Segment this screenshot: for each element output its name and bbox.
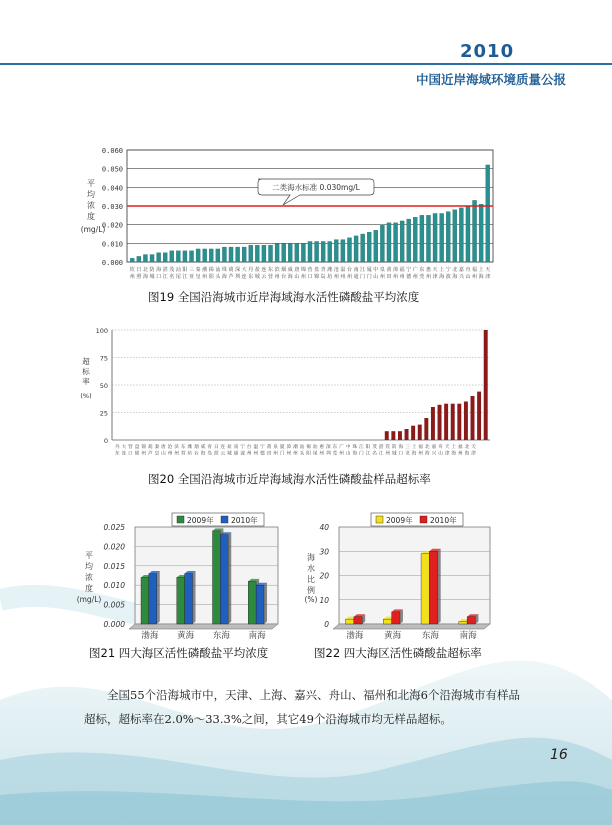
figure20-caption: 图20 全国沿海城市近岸海域海水活性磷酸盐样品超标率	[148, 472, 431, 486]
figure19-x-tick-char: 湛	[162, 267, 168, 273]
figure20-x-tick-char: 州	[319, 451, 325, 457]
figure20-y-tick: 25	[99, 409, 108, 418]
figure19-x-tick-char: 惠	[425, 267, 431, 273]
figure20-ylabel: 超标率	[82, 357, 90, 386]
figure20-x-tick-char: 宁	[240, 445, 245, 450]
figure20-x-tick-char: 照	[213, 451, 219, 457]
figure20-x-tick-char: 锦	[134, 451, 140, 457]
figure20-x-tick-char: 汕	[312, 445, 318, 450]
figure19-y-tick: 0.040	[101, 184, 123, 193]
figure20-x-tick-char: 天	[444, 445, 450, 450]
figure20-x-tick-char: 亚	[405, 451, 410, 457]
figure19-x-tick-char: 德	[406, 274, 412, 280]
figure19-x-tick-char: 州	[202, 274, 208, 280]
figure19-x-tick-char: 尾	[175, 274, 181, 280]
figure20-x-tick-char: 连	[121, 451, 127, 457]
figure19-x-tick-char: 田	[386, 274, 392, 280]
figure19-x-tick-char: 揭	[208, 267, 214, 273]
figure19-x-tick-char: 兴	[458, 274, 464, 280]
figure19-x-tick-char: 海	[452, 274, 458, 280]
figure19-x-tick-char: 山	[373, 274, 379, 280]
figure19-x-tick-char: 漳	[393, 267, 399, 273]
figure21-x-tick: 东海	[212, 631, 230, 641]
figure19-x-tick-char: 潍	[327, 267, 333, 273]
figure19-x-tick-char: 锦	[300, 267, 306, 273]
figure20-x-tick-char: 营	[128, 445, 133, 450]
figure19-x-tick-char: 门	[366, 274, 372, 280]
figure19-x-tick-char: 海	[478, 274, 484, 280]
figure20-x-tick-char: 州	[253, 451, 259, 457]
figure20-x-tick-char: 海	[451, 451, 457, 457]
figure19-x-tick-char: 海	[439, 274, 445, 280]
figure19-x-tick-char: 阳	[182, 267, 188, 273]
figure22-x-tick: 南海	[459, 631, 477, 641]
figure22-floor	[333, 624, 490, 629]
figure22-y-tick: 40	[319, 523, 329, 532]
figure19-x-tick-char: 芦	[228, 274, 234, 280]
figure21-y-tick: 0.020	[103, 542, 125, 552]
figure19-x-tick-char: 海	[287, 274, 293, 280]
figure22-bar-side	[400, 609, 403, 624]
figure20-x-tick-char: 州	[174, 451, 179, 457]
figure20-x-tick-char: 岛	[207, 451, 212, 457]
figure19-x-tick-char: 沧	[333, 267, 339, 273]
figure19-callout-text: 二类海水标准 0.030mg/L	[272, 183, 360, 192]
figure20-x-tick-char: 福	[458, 445, 463, 450]
figure19-x-tick-char: 茂	[169, 267, 175, 273]
figure22-bar	[459, 622, 467, 624]
figure20-x-tick-char: 烟	[194, 445, 199, 450]
figure20-x-tick-char: 漳	[286, 445, 292, 450]
figure22-bar	[354, 617, 362, 624]
figure22-y-tick: 30	[319, 547, 329, 557]
figure19-x-tick-char: 秦	[195, 267, 201, 273]
figure20-x-tick-char: 滨	[174, 445, 179, 450]
report-title: 中国近岸海域环境质量公报	[416, 72, 567, 87]
figure20-x-tick-char: 天	[471, 445, 476, 450]
figure19-x-tick-char: 阳	[208, 274, 214, 280]
figure19-x-tick-char: 锦	[314, 274, 320, 280]
figure19-x-tick-char: 青	[320, 267, 326, 273]
figure20-x-tick-char: 唐	[161, 445, 166, 450]
figure20-x-tick-char: 州	[273, 451, 278, 457]
figure20-x-tick-char: 钦	[385, 445, 391, 450]
figure20-x-tick-char: 州	[339, 451, 344, 457]
figure19-y-tick: 0.030	[101, 203, 123, 211]
figure21-y-tick: 0.025	[103, 523, 125, 532]
figure19-x-tick-char: 山	[294, 274, 300, 280]
figure20-x-tick-char: 德	[260, 451, 265, 457]
figure20-x-tick-char: 惠	[319, 445, 325, 450]
figure20-x-tick-char: 江	[378, 451, 384, 457]
figure21-legend-label: 2010年	[231, 516, 258, 525]
figure22-caption: 图22 四大海区活性磷酸盐超标率	[314, 646, 482, 660]
figure20-x-tick-char: 波	[240, 451, 245, 457]
figure20-x-tick-char: 州	[246, 451, 252, 457]
figure20-x-tick-char: 广	[339, 445, 344, 450]
figure21-ylabel: 平均浓度	[85, 551, 93, 593]
figure19-x-tick-char: 皇	[195, 274, 201, 280]
figure20-x-tick-char: 南	[233, 445, 239, 450]
figure20-x-tick-char: 海	[464, 451, 470, 457]
figure21-ylabel-unit: (mg/L)	[76, 595, 102, 604]
figure20-x-tick-char: 北	[425, 445, 430, 450]
figure19-x-tick-char: 中	[373, 267, 379, 273]
figure19-x-tick-char: 云	[261, 274, 267, 280]
figure20-x-tick-char: 嘉	[431, 445, 437, 450]
body-paragraph: 全国55个沿海城市中，天津、上海、嘉兴、舟山、福州和北海6个沿海城市有样品超标，超标率在2.0%～33.3%之间，其它49个沿海城市均无样品超标。	[84, 688, 520, 726]
figure20-x-tick-char: 湛	[378, 445, 384, 450]
figure20-x-tick-char: 温	[253, 445, 259, 450]
figure19-x-tick-char: 威	[287, 267, 293, 273]
figure20-y-tick: 50	[99, 382, 108, 390]
figure19-x-tick-char: 州	[346, 274, 352, 280]
figure22-bar	[467, 617, 475, 624]
figure19-x-tick-char: 州	[399, 274, 405, 280]
figure20-x-tick-char: 锦	[141, 445, 146, 450]
figure20-x-tick-char: 福	[418, 445, 424, 450]
figure20-x-tick-char: 莞	[332, 451, 338, 457]
figure20-x-tick-char: 芦	[147, 451, 153, 457]
figure20-y-tick: 100	[95, 327, 108, 335]
figure22-x-tick: 渤海	[346, 631, 364, 641]
figure19-x-tick-char: 宁	[406, 267, 412, 273]
figure20-x-tick-char: 山	[438, 451, 443, 457]
figure20-y-tick: 0	[103, 437, 108, 445]
figure20-x-tick-char: 州	[167, 451, 173, 457]
figure19-x-tick-char: 东	[268, 267, 274, 273]
figure20-x-tick-char: 青	[207, 445, 212, 450]
figure19-x-tick-char: 东	[248, 274, 254, 280]
figure19-ylabel: 平均浓度	[87, 179, 95, 221]
figure19-x-tick-char: 汕	[215, 267, 221, 273]
report-year: 2010	[460, 41, 515, 62]
figure19-x-tick-char: 台	[281, 274, 287, 280]
figure20-x-tick-char: 城	[227, 451, 232, 457]
figure20-x-tick-char: 海	[352, 451, 358, 457]
figure19-caption: 图19 全国沿海城市近岸海域海水活性磷酸盐平均浓度	[148, 290, 420, 304]
figure21-y-tick: 0.015	[103, 561, 125, 571]
figure20-x-tick-char: 上	[411, 445, 417, 450]
figure19-x-tick-char: 头	[215, 274, 221, 280]
figure19-x-tick-char: 北	[452, 267, 458, 273]
figure19-x-tick-char: 城	[254, 274, 260, 280]
figure20-x-tick-char: 连	[220, 445, 226, 450]
figure19-x-tick-char: 潮	[202, 267, 208, 273]
figure19-x-tick-char: 州	[300, 274, 306, 280]
figure20-x-tick-char: 海	[398, 445, 404, 450]
figure21-x-tick: 渤海	[141, 631, 159, 641]
figure19-x-tick-char: 北	[142, 267, 148, 273]
figure19-x-tick-char: 名	[169, 274, 175, 280]
figure20-x-tick-char: 揭	[306, 445, 311, 450]
figure19-x-tick-char: 亚	[189, 274, 195, 280]
figure19-x-tick-char: 上	[478, 267, 484, 273]
figure22-legend-label: 2010年	[430, 516, 457, 525]
figure19-x-tick-char: 舟	[465, 267, 471, 273]
figure19-x-tick-char: 门	[360, 274, 366, 280]
figure19-x-tick-char: 口	[307, 274, 313, 280]
figure20-x-tick-char: 丹	[114, 445, 120, 450]
figure20-x-tick-char: 汕	[299, 445, 305, 450]
figure19-x-tick-char: 海	[221, 274, 227, 280]
figure19-x-tick-char: 丹	[248, 267, 254, 273]
figure20-x-tick-char: 莆	[266, 445, 272, 450]
figure20-x-tick-char: 阳	[306, 451, 311, 457]
figure20-x-tick-char: 尾	[312, 451, 318, 457]
figure19-y-tick: 0.060	[101, 147, 123, 155]
figure19-x-tick-char: 天	[485, 267, 491, 273]
figure20-x-tick-char: 北	[464, 445, 470, 450]
figure20-x-tick-char: 秦	[154, 445, 160, 450]
figure19-x-tick-char: 厦	[366, 267, 372, 273]
figure22-legend-swatch	[376, 516, 383, 523]
figure19-x-tick-char: 江	[182, 274, 188, 280]
figure20-x-tick-char: 津	[444, 451, 450, 457]
figure20-x-tick-char: 潮	[293, 445, 298, 450]
figure19-x-tick-char: 连	[241, 274, 247, 280]
figure20-x-tick-char: 防	[392, 445, 397, 450]
figure20-x-tick-char: 营	[180, 451, 186, 457]
figure20-x-tick-char: 州	[385, 451, 391, 457]
figure22-ylabel-unit: (%)	[304, 595, 318, 604]
figure19-y-tick: 0.000	[101, 259, 123, 267]
figure20-x-tick-char: 名	[372, 451, 377, 457]
figure19-x-tick-char: 连	[261, 267, 267, 273]
figure21-y-tick: 0.000	[103, 620, 125, 629]
figure19-y-tick: 0.010	[101, 240, 123, 249]
figure19-x-tick-char: 珠	[221, 267, 227, 273]
figure20-x-tick-char: 舟	[438, 445, 443, 450]
figure19-x-tick-char: 海	[142, 274, 148, 280]
figure20-x-tick-char: 山	[345, 451, 351, 457]
figure20-x-tick-char: 茂	[372, 445, 377, 450]
figure20-x-tick-char: 潍	[187, 445, 193, 450]
figure22-y-tick: 20	[319, 571, 329, 581]
figure22-bar	[421, 554, 429, 624]
figure19-x-tick-char: 坊	[327, 274, 333, 280]
figure19-x-tick-char: 深	[235, 267, 241, 273]
figure19-x-tick-char: 广	[412, 267, 418, 273]
figure19-x-tick-char: 南	[353, 267, 359, 273]
figure20-x-tick-char: 州	[418, 451, 424, 457]
figure20-x-tick-char: 兴	[431, 451, 437, 457]
figure19-x-tick-char: 营	[307, 267, 313, 273]
figure20-x-tick-char: 州	[293, 451, 298, 457]
figure19-x-tick-char: 州	[129, 274, 135, 280]
figure20-x-tick-char: 深	[326, 445, 331, 450]
figure19-x-tick-char: 津	[485, 274, 491, 280]
figure19-x-tick-char: 圳	[235, 274, 241, 280]
figure22-bar-side	[438, 549, 441, 624]
figure19-x-tick-char: 烟	[281, 267, 287, 273]
figure20-x-tick-char: 门	[359, 451, 364, 457]
figure20-x-tick-char: 盐	[227, 445, 232, 450]
figure19-x-tick-char: 温	[340, 267, 346, 273]
figure20-x-tick-char: 阳	[365, 445, 371, 450]
figure22-ylabel: 海水比例	[307, 553, 315, 595]
figure22-legend-swatch	[420, 516, 427, 523]
figure20-x-tick-char: 日	[213, 445, 219, 450]
figure20-x-tick-char: 中	[345, 445, 351, 450]
figure19-x-tick-char: 日	[136, 267, 142, 273]
figure21-legend-label: 2009年	[187, 516, 214, 525]
page-number: 16	[550, 747, 568, 763]
figure20-x-tick-char: 口	[398, 451, 404, 457]
figure19-ylabel-unit: (mg/L)	[80, 225, 106, 234]
figure20-x-tick-char: 宁	[260, 445, 265, 450]
figure21-y-tick: 0.010	[103, 581, 125, 591]
figure19-x-tick-char: 盘	[314, 267, 320, 273]
figure19-x-tick-char: 州	[333, 274, 339, 280]
figure20-x-tick-char: 口	[128, 451, 133, 457]
figure19-x-tick-char: 州	[412, 274, 418, 280]
figure20-x-tick-char: 江	[365, 451, 371, 457]
figure20-x-tick-char: 圳	[326, 451, 331, 457]
figure20-x-tick-char: 海	[425, 451, 430, 457]
figure19-x-tick-char: 天	[432, 267, 438, 273]
figure19-y-tick: 0.020	[101, 221, 123, 230]
figure20-x-tick-char: 田	[266, 451, 272, 457]
figure19-x-tick-char: 州	[274, 274, 280, 280]
figure19-x-tick-char: 州	[393, 274, 399, 280]
figure19-x-tick-char: 通	[353, 274, 359, 280]
figure22-bar	[429, 551, 437, 624]
figure20-x-tick-char: 州	[141, 451, 146, 457]
figure21-x-tick: 南海	[248, 631, 266, 641]
figure20-x-tick-char: 头	[299, 451, 305, 457]
figure19-x-tick-char: 唐	[294, 267, 300, 273]
figure19-x-tick-char: 照	[136, 274, 142, 280]
figure20-x-tick-char: 盘	[134, 445, 140, 450]
figure20-x-tick-char: 城	[392, 451, 397, 457]
figure19-x-tick-char: 防	[149, 267, 155, 273]
figure20-x-tick-char: 上	[451, 445, 457, 450]
figure22-y-tick: 10	[319, 595, 329, 605]
figure22-x-tick: 东海	[421, 631, 439, 641]
figure19-x-tick-char: 江	[162, 274, 168, 280]
figure20-x-tick-char: 津	[471, 451, 476, 457]
figure19-x-tick-char: 州	[425, 274, 431, 280]
figure19-x-tick-char: 嘉	[458, 267, 464, 273]
figure19-x-tick-char: 州	[472, 274, 478, 280]
body-text	[84, 683, 524, 731]
figure19-x-tick-char: 宁	[445, 267, 451, 273]
figure21-caption: 图21 四大海区活性磷酸盐平均浓度	[89, 646, 269, 660]
figure20-x-tick-char: 东	[114, 451, 120, 457]
figure19-x-tick-char: 山	[465, 274, 471, 280]
figure20-x-tick-char: 威	[200, 445, 206, 450]
figure19-x-tick-char: 三	[189, 267, 195, 273]
figure20-x-tick-char: 通	[233, 451, 239, 457]
figure20-x-tick-char: 门	[279, 451, 285, 457]
figure19-x-tick-char: 上	[439, 267, 445, 273]
figure22-x-tick: 黄海	[384, 631, 402, 641]
figure19-x-tick-char: 莆	[386, 267, 392, 273]
figure20-x-tick-char: 台	[194, 451, 199, 457]
figure22-bar	[392, 612, 400, 624]
figure20-x-tick-char: 厦	[279, 445, 285, 450]
figure20-x-tick-char: 东	[332, 445, 338, 450]
figure20-x-tick-char: 珠	[352, 445, 358, 450]
figure19-x-tick-char: 葫	[228, 267, 234, 273]
figure20-ylabel-unit: (%)	[80, 392, 92, 400]
figure19-x-tick-char: 莞	[419, 274, 425, 280]
figure19-x-tick-char: 泉	[379, 267, 385, 273]
figure20-x-tick-char: 山	[161, 451, 166, 457]
figure19-x-tick-char: 盐	[254, 267, 260, 273]
figure22-bar	[346, 619, 354, 624]
figure19-x-tick-char: 岛	[320, 274, 326, 280]
figure19-x-tick-char: 口	[156, 274, 162, 280]
figure20-x-tick-char: 葫	[147, 445, 153, 450]
figure21-x-tick: 黄海	[177, 631, 195, 641]
figure20-x-tick-char: 坊	[187, 451, 193, 457]
figure19-x-tick-char: 台	[346, 267, 352, 273]
figure20-x-tick-char: 三	[405, 445, 410, 450]
figure19-x-tick-char: 海	[156, 267, 162, 273]
figure20-x-tick-char: 大	[121, 445, 127, 450]
figure19-x-tick-char: 福	[472, 267, 478, 273]
figure20-x-tick-char: 台	[246, 445, 252, 450]
figure22-bar	[383, 619, 391, 624]
figure19-y-tick: 0.050	[101, 165, 123, 174]
figure20-x-tick-char: 东	[180, 445, 186, 450]
figure19-x-tick-char: 津	[432, 274, 438, 280]
figure20-x-tick-char: 泉	[273, 445, 278, 450]
figure19-x-tick-char: 东	[419, 267, 425, 273]
figure20-y-tick: 75	[99, 354, 108, 363]
figure20-x-tick-char: 云	[220, 451, 226, 457]
figure19-x-tick-char: 福	[399, 267, 405, 273]
figure22-y-tick: 0	[324, 620, 329, 629]
figure19-x-tick-char: 波	[445, 274, 451, 280]
figure22-legend-label: 2009年	[386, 516, 413, 525]
figure19-x-tick-char: 江	[360, 267, 366, 273]
figure19-x-tick-char: 城	[149, 274, 155, 280]
figure19-x-tick-char: 汕	[175, 267, 181, 273]
figure20-x-tick-char: 海	[411, 451, 417, 457]
figure20-x-tick-char: 州	[286, 451, 292, 457]
figure20-x-tick-char: 州	[458, 451, 463, 457]
figure19-x-tick-char: 滨	[274, 267, 280, 273]
figure20-x-tick-char: 江	[359, 445, 364, 450]
figure19-x-tick-char: 大	[241, 267, 247, 273]
figure20-x-tick-char: 沧	[167, 445, 173, 450]
figure19-x-tick-char: 营	[268, 274, 274, 280]
figure19-x-tick-char: 州	[379, 274, 385, 280]
figure19-x-tick-char: 州	[340, 274, 346, 280]
figure19-x-tick-char: 钦	[129, 267, 135, 273]
figure20-x-tick-char: 海	[200, 451, 206, 457]
figure20-x-tick-char: 皇	[154, 451, 160, 457]
figure21-y-tick: 0.005	[103, 600, 125, 610]
